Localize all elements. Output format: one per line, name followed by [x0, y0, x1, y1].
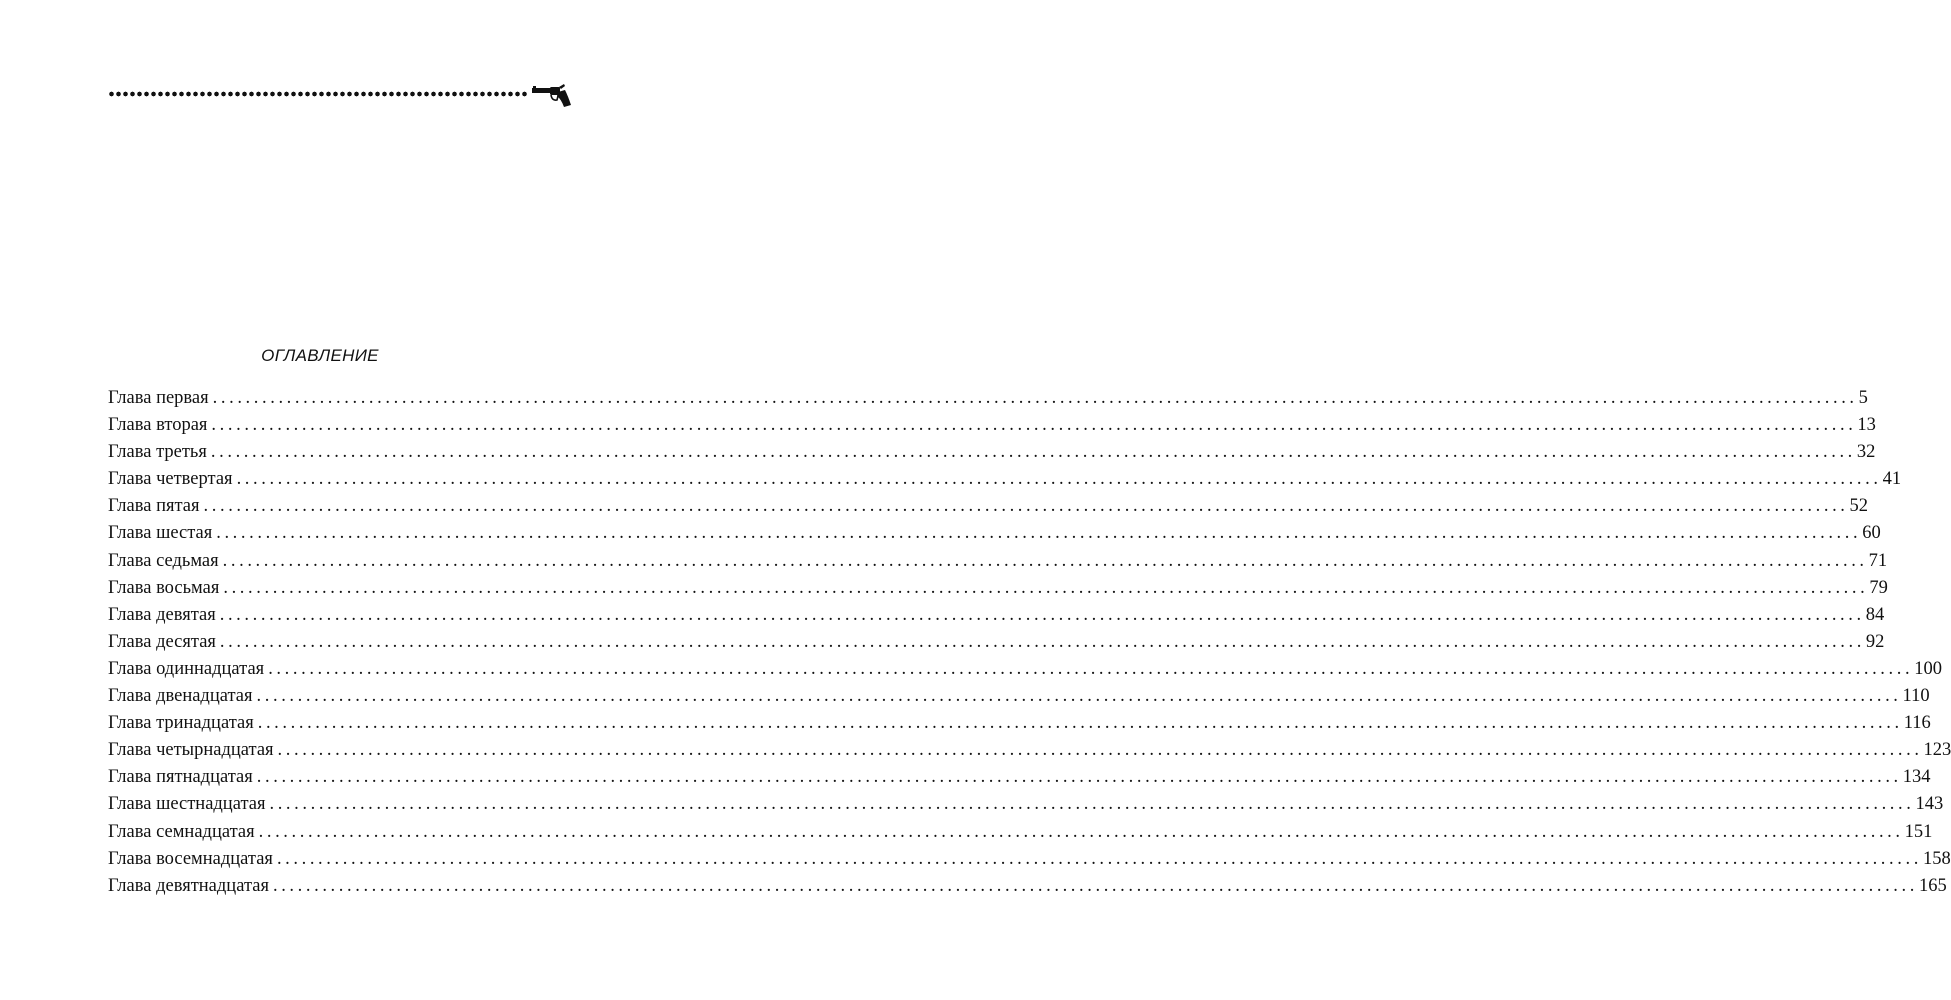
toc-entry-page: 32 — [1856, 442, 1876, 463]
dot-leader: ........................................................................................................................................................................................................ — [258, 821, 1904, 842]
toc-entry-page: 41 — [1882, 469, 1902, 490]
toc-entry-label: Глава двенадцатая — [108, 686, 253, 707]
toc-entry-page: 84 — [1865, 604, 1885, 625]
toc-entry[interactable] — [108, 791, 1944, 818]
toc-entry[interactable] — [108, 764, 1931, 791]
dot-leader: ........................................................................................................................................................................................................ — [272, 875, 1918, 896]
toc-title: ОГЛАВЛЕНИЕ — [261, 346, 379, 365]
toc-entry-label: Глава седьмая — [108, 550, 219, 571]
dotted-rule — [108, 91, 528, 97]
toc-entry[interactable] — [108, 466, 1902, 493]
dot-leader: ........................................................................................................................................................................................................ — [257, 713, 1903, 734]
toc-entry[interactable] — [108, 683, 1930, 710]
toc-entry-page: 13 — [1857, 415, 1876, 436]
dot-leader: ........................................................................................................................................................................................................ — [277, 740, 1923, 761]
toc-entry-page: 60 — [1862, 523, 1881, 544]
revolver-icon — [532, 84, 572, 108]
toc-entry-page: 79 — [1869, 577, 1888, 598]
toc-entry-page: 5 — [1858, 388, 1868, 408]
toc-entry[interactable] — [108, 819, 1933, 846]
toc-entry-page: 71 — [1868, 550, 1888, 571]
toc-entry-label: Глава вторая — [108, 415, 208, 436]
toc-entry-page: 92 — [1865, 631, 1885, 652]
toc-entry[interactable] — [108, 493, 1869, 520]
dot-leader: ........................................................................................................................................................................................................ — [269, 794, 1915, 815]
toc-entry[interactable] — [108, 602, 1885, 629]
toc-entry-label: Глава восемнадцатая — [108, 848, 273, 869]
toc-entry-label: Глава четвертая — [108, 469, 233, 490]
header-ornament — [108, 84, 570, 108]
toc-entry-label: Глава восьмая — [108, 577, 220, 598]
dot-leader: ........................................................................................................................................................................................................ — [256, 686, 1902, 707]
toc-entry[interactable] — [108, 629, 1885, 656]
dot-leader: ........................................................................................................................................................................................................ — [223, 577, 1869, 598]
toc-entry-page: 100 — [1914, 658, 1942, 679]
toc-entry-page: 158 — [1922, 848, 1951, 869]
toc-entry-label: Глава девятнадцатая — [108, 875, 269, 896]
toc-entry-page: 110 — [1902, 686, 1930, 707]
toc-entry[interactable] — [108, 710, 1931, 737]
toc-entry-label: Глава девятая — [108, 604, 216, 625]
toc-entry-page: 151 — [1904, 821, 1933, 842]
dot-leader: ........................................................................................................................................................................................................ — [211, 415, 1857, 436]
table-of-contents — [108, 385, 1951, 900]
dot-leader: ........................................................................................................................................................................................................ — [219, 604, 1865, 625]
toc-entry-page: 143 — [1915, 794, 1944, 815]
toc-entry-label: Глава пятая — [108, 496, 200, 517]
toc-entry-page: 52 — [1849, 496, 1869, 517]
toc-entry-page: 134 — [1902, 767, 1931, 788]
dot-leader: ........................................................................................................................................................................................................ — [236, 469, 1882, 490]
toc-entry-label: Глава пятнадцатая — [108, 767, 253, 788]
toc-entry-page: 123 — [1923, 740, 1951, 761]
toc-entry-label: Глава шестнадцатая — [108, 794, 266, 815]
toc-entry[interactable] — [108, 873, 1947, 900]
dot-leader: ........................................................................................................................................................................................................ — [268, 658, 1914, 679]
dot-leader: ........................................................................................................................................................................................................ — [203, 496, 1849, 517]
toc-entry[interactable] — [108, 520, 1881, 547]
dot-leader: ........................................................................................................................................................................................................ — [222, 550, 1868, 571]
toc-entry[interactable] — [108, 846, 1951, 873]
toc-entry-label: Глава первая — [108, 388, 209, 408]
toc-entry-label: Глава шестая — [108, 523, 213, 544]
toc-entry[interactable] — [108, 575, 1888, 602]
toc-entry-label: Глава тринадцатая — [108, 713, 254, 734]
dot-leader: ........................................................................................................................................................................................................ — [276, 848, 1922, 869]
toc-entry[interactable] — [108, 656, 1942, 683]
toc-entry-label: Глава одиннадцатая — [108, 658, 265, 679]
dot-leader: ........................................................................................................................................................................................................ — [216, 523, 1862, 544]
toc-entry-page: 165 — [1918, 875, 1947, 896]
toc-entry-page: 116 — [1903, 713, 1931, 734]
dot-leader: ........................................................................................................................................................................................................ — [256, 767, 1902, 788]
dot-leader: ........................................................................................................................................................................................................ — [219, 631, 1865, 652]
toc-entry[interactable] — [108, 439, 1876, 466]
toc-entry-label: Глава десятая — [108, 631, 216, 652]
toc-entry[interactable] — [108, 412, 1876, 439]
dot-leader: ........................................................................................................................................................................................................ — [210, 442, 1856, 463]
toc-entry[interactable] — [108, 385, 1868, 412]
toc-entry[interactable] — [108, 548, 1888, 575]
dot-leader: ........................................................................................................................................................................................................ — [212, 388, 1858, 408]
toc-entry[interactable] — [108, 737, 1951, 764]
toc-entry-label: Глава четырнадцатая — [108, 740, 274, 761]
toc-entry-label: Глава третья — [108, 442, 207, 463]
toc-entry-label: Глава семнадцатая — [108, 821, 255, 842]
